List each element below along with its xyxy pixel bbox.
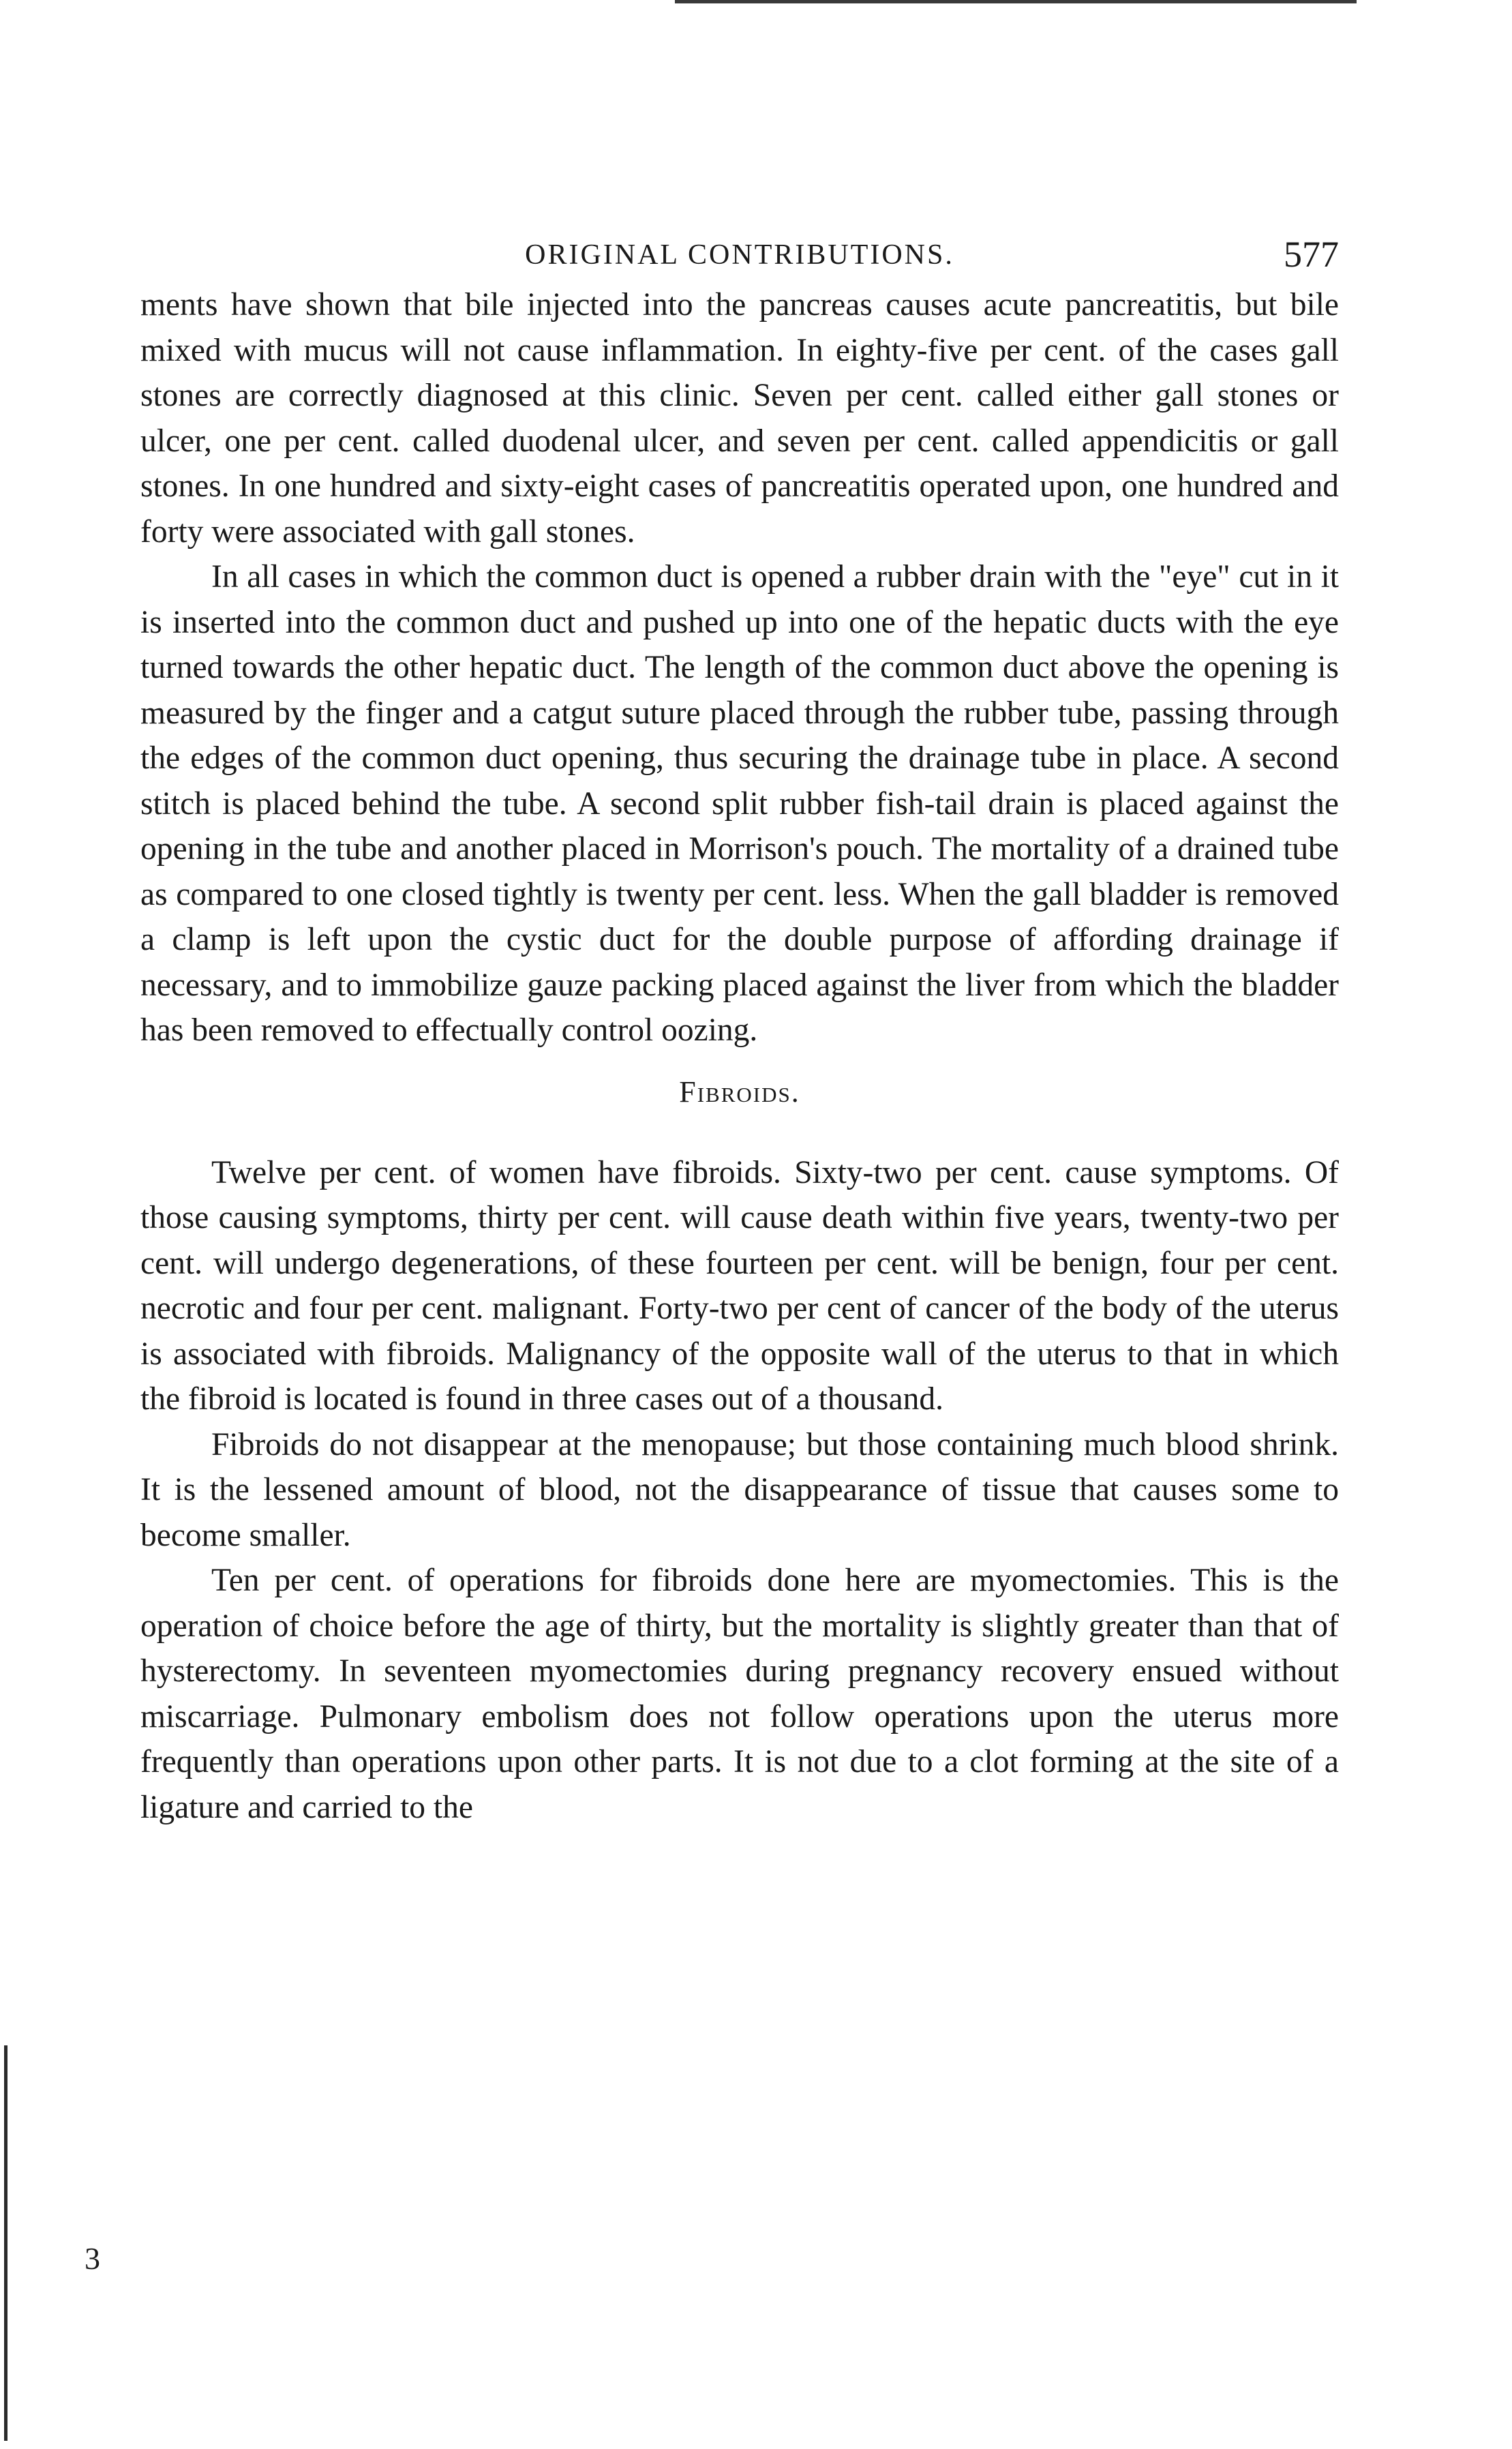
paragraph-fibroid-statistics: Twelve per cent. of women have fibroids. Sixty-two per cent. cause symptoms. Of those causing symptoms, thirty per cent. will cause death within five years, twenty-two per cent. will undergo degenerations, of these fourteen per cent. will be benign, four per cent. necrotic and four per cent. malignant. Forty-two per cent of cancer of the body of the uterus is associated with fibroids. Malignancy of the opposite wall of the uterus to that in which the fibroid is located is found in three cases out of a thousand.	[140, 1154, 1339, 1417]
paragraph-menopause: Fibroids do not disappear at the menopause; but those containing much blood shrink. It is the lessened amount of blood, not the disappearance of tissue that causes some to become smaller.	[140, 1426, 1339, 1553]
running-title: ORIGINAL CONTRIBUTIONS.	[525, 239, 954, 271]
paragraph-bile-pancreatitis: ments have shown that bile injected into the pancreas causes acute pancreatitis, but bile mixed with mucus will not cause inflammation. In eighty-five per cent. of the cases gall stones are correctly diagnosed at this clinic. Seven per cent. called either gall stones or ulcer, one per cent. called duodenal ulcer, and seven per cent. called appendicitis or gall stones. In one hundred and sixty-eight cases of pancreatitis operated upon, one hundred and forty were associated with gall stones.	[140, 287, 1339, 550]
paragraph-myomectomies: Ten per cent. of operations for fibroids done here are myomectomies. This is the operation of choice before the age of thirty, but the mortality is slightly greater than that of hysterectomy. In seventeen myomectomies during pregnancy recovery ensued without miscarriage. Pulmonary embolism does not follow operations upon the uterus more frequently than operations upon other parts. It is not due to a clot forming at the site of a ligature and carried to the	[140, 1563, 1339, 1825]
page-number: 577	[1284, 234, 1339, 275]
running-head	[140, 225, 1339, 282]
binding-edge-mark	[4, 2045, 7, 2441]
page-content	[140, 225, 1339, 1830]
section-heading-fibroids: Fibroids.	[679, 1075, 800, 1109]
top-edge-rule	[675, 0, 1357, 3]
paragraph-common-duct-drainage: In all cases in which the common duct is opened a rubber drain with the "eye" cut in it is inserted into the common duct and pushed up into one of the hepatic ducts with the eye turned towards the other hepatic duct. The length of the common duct above the opening is measured by the finger and a catgut suture placed through the rubber tube, passing through the edges of the common duct opening, thus securing the drainage tube in place. A second stitch is placed behind the tube. A second split rubber fish-tail drain is placed against the opening in the tube and another placed in Morrison's pouch. The mortality of a drained tube as compared to one closed tightly is twenty per cent. less. When the gall bladder is removed a clamp is left upon the cystic duct for the double purpose of affording drainage if necessary, and to immobilize gauze packing placed against the liver from which the bladder has been removed to effectually control oozing.	[140, 559, 1339, 1048]
signature-mark: 3	[85, 2241, 100, 2276]
